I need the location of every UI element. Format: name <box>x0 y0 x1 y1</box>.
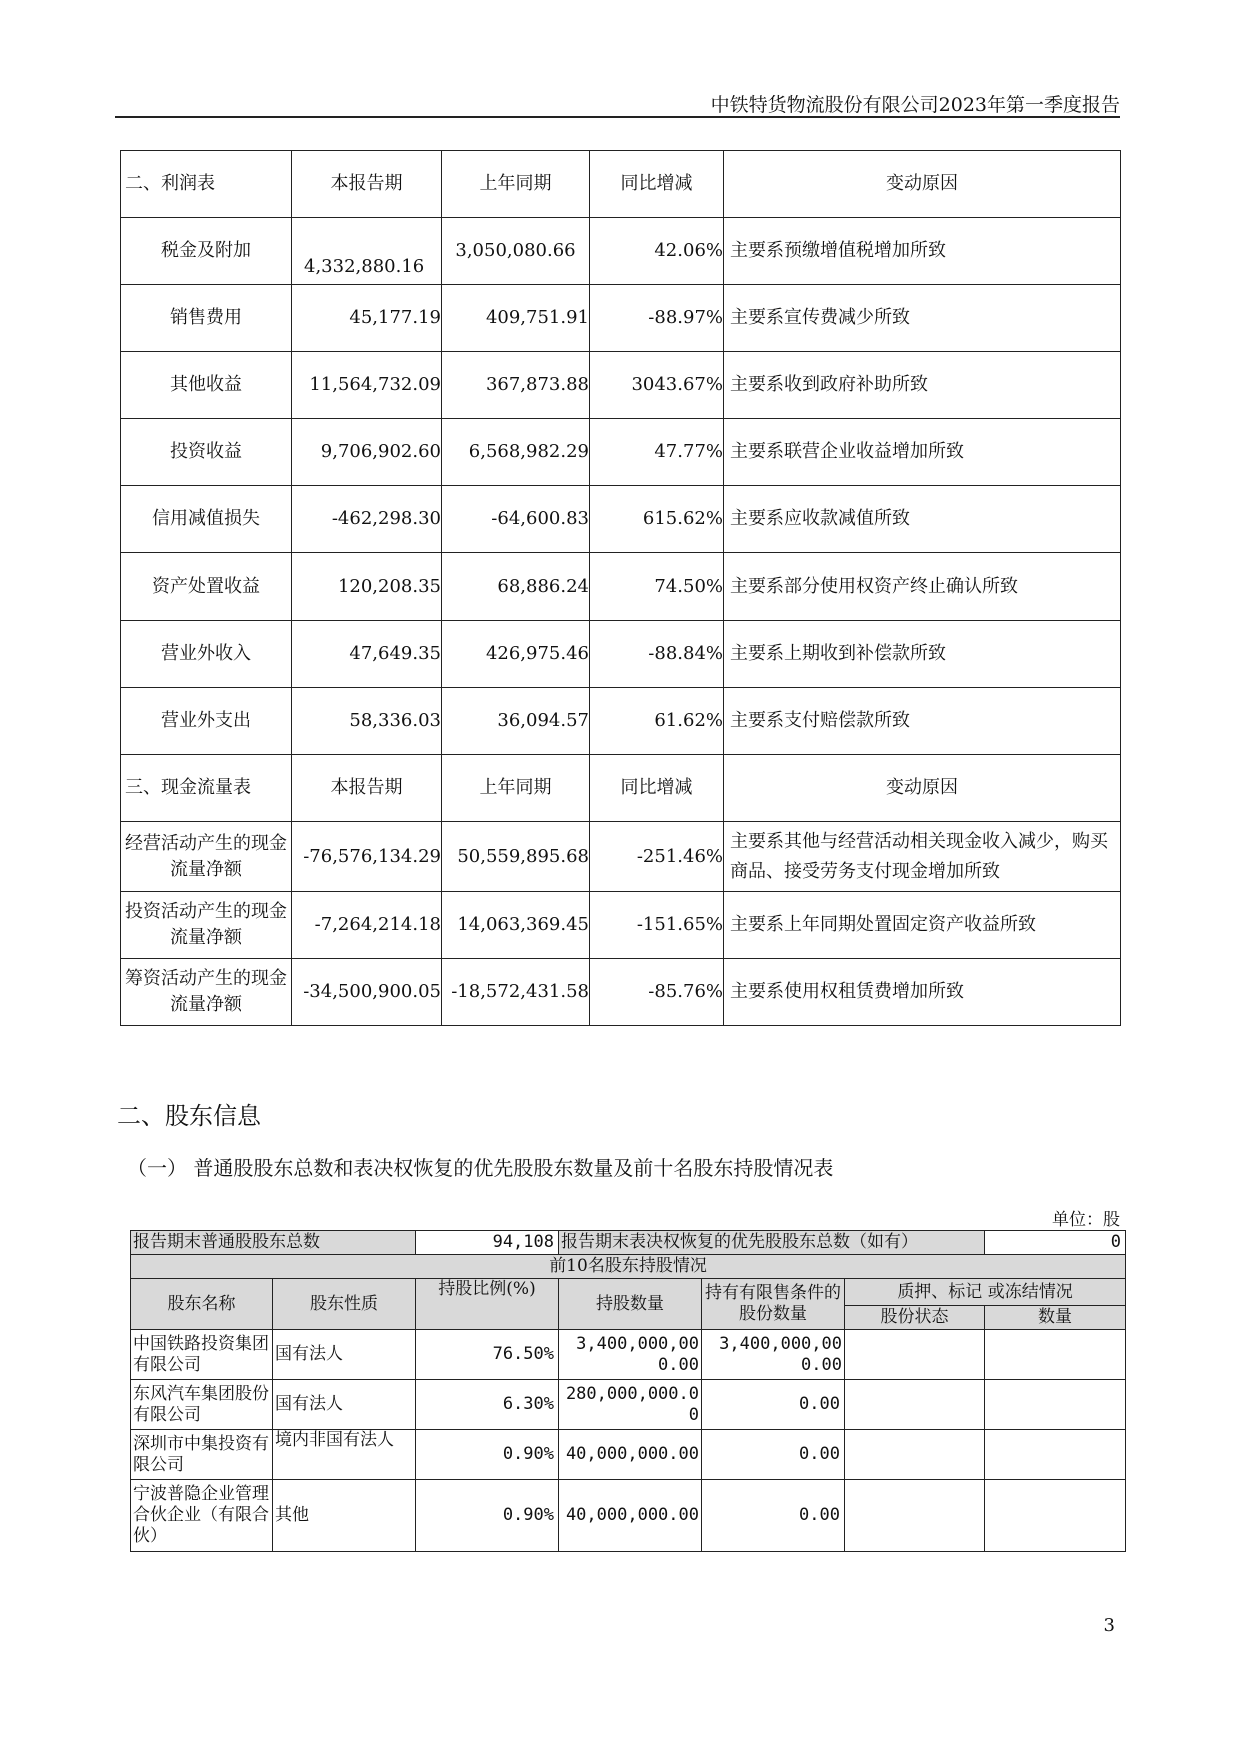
holding-quantity: 3,400,000,000.00 <box>559 1330 702 1380</box>
shareholder-name: 东风汽车集团股份有限公司 <box>131 1380 273 1430</box>
change-value: -251.46% <box>590 822 724 892</box>
change-value: 615.62% <box>590 486 724 553</box>
shareholder-name: 宁波普隐企业管理合伙企业（有限合伙） <box>131 1480 273 1552</box>
change-value: 42.06% <box>590 218 724 285</box>
income-header-row <box>121 151 1121 218</box>
total-shareholders-label: 报告期末普通股股东总数 <box>131 1231 416 1255</box>
holding-ratio: 0.90% <box>416 1480 559 1552</box>
header-cell: 本报告期 <box>292 755 442 822</box>
col-header-amount: 数量 <box>985 1306 1126 1330</box>
col-header-ratio: 持股比例(%) <box>416 1279 559 1330</box>
item-name: 筹资活动产生的现金流量净额 <box>121 959 292 1026</box>
previous-value: 14,063,369.45 <box>442 892 590 959</box>
section-subtitle: （一） 普通股股东总数和表决权恢复的优先股股东数量及前十名股东持股情况表 <box>127 1156 834 1180</box>
change-value: -88.84% <box>590 621 724 688</box>
header-cell: 二、利润表 <box>121 151 292 218</box>
pledge-amount <box>985 1380 1126 1430</box>
top10-title: 前10名股东持股情况 <box>131 1255 1126 1279</box>
change-value: 74.50% <box>590 553 724 621</box>
change-reason: 主要系收到政府补助所致 <box>724 352 1121 419</box>
holding-ratio: 76.50% <box>416 1330 559 1380</box>
table-row <box>121 553 1121 621</box>
previous-value: 426,975.46 <box>442 621 590 688</box>
item-name: 其他收益 <box>121 352 292 419</box>
current-value: 47,649.35 <box>292 621 442 688</box>
pledge-amount <box>985 1330 1126 1380</box>
header-cell: 变动原因 <box>724 755 1121 822</box>
item-name: 信用减值损失 <box>121 486 292 553</box>
shareholder-nature: 国有法人 <box>273 1330 416 1380</box>
table-row <box>121 621 1121 688</box>
previous-value: 50,559,895.68 <box>442 822 590 892</box>
table-row <box>121 892 1121 959</box>
col-header-restricted: 持有有限售条件的股份数量 <box>702 1279 845 1330</box>
current-value: 9,706,902.60 <box>292 419 442 486</box>
change-value: 47.77% <box>590 419 724 486</box>
holding-ratio: 0.90% <box>416 1430 559 1480</box>
table-row <box>121 352 1121 419</box>
header-cell: 同比增减 <box>590 151 724 218</box>
restricted-quantity: 0.00 <box>702 1380 845 1430</box>
cashflow-header-row <box>121 755 1121 822</box>
total-shareholders-value: 94,108 <box>416 1231 559 1255</box>
current-value: -76,576,134.29 <box>292 822 442 892</box>
header-cell: 同比增减 <box>590 755 724 822</box>
income-cashflow-table <box>120 150 1121 1026</box>
summary-row <box>131 1231 1126 1255</box>
item-name: 营业外收入 <box>121 621 292 688</box>
previous-value: -18,572,431.58 <box>442 959 590 1026</box>
current-value: 45,177.19 <box>292 285 442 352</box>
preferred-shareholders-value: 0 <box>985 1231 1126 1255</box>
change-reason: 主要系宣传费减少所致 <box>724 285 1121 352</box>
table-row <box>121 419 1121 486</box>
column-header-row <box>131 1279 1126 1306</box>
table-row <box>121 486 1121 553</box>
change-value: -88.97% <box>590 285 724 352</box>
holding-quantity: 40,000,000.00 <box>559 1430 702 1480</box>
table-row <box>131 1380 1126 1430</box>
change-value: 61.62% <box>590 688 724 755</box>
shareholder-nature: 国有法人 <box>273 1380 416 1430</box>
change-value: -85.76% <box>590 959 724 1026</box>
header-cell: 三、现金流量表 <box>121 755 292 822</box>
change-reason: 主要系部分使用权资产终止确认所致 <box>724 553 1121 621</box>
item-name: 投资收益 <box>121 419 292 486</box>
previous-value: 68,886.24 <box>442 553 590 621</box>
change-value: 3043.67% <box>590 352 724 419</box>
report-title: 中铁特货物流股份有限公司2023年第一季度报告 <box>710 94 1120 116</box>
unit-label: 单位：股 <box>1052 1210 1120 1230</box>
col-header-pledge: 质押、标记 或冻结情况 <box>845 1279 1126 1306</box>
previous-value: 6,568,982.29 <box>442 419 590 486</box>
pledge-amount <box>985 1430 1126 1480</box>
page-number: 3 <box>1103 1615 1115 1636</box>
change-reason: 主要系预缴增值税增加所致 <box>724 218 1121 285</box>
item-name: 投资活动产生的现金流量净额 <box>121 892 292 959</box>
table-row <box>131 1480 1126 1552</box>
shareholder-name: 中国铁路投资集团有限公司 <box>131 1330 273 1380</box>
restricted-quantity: 3,400,000,000.00 <box>702 1330 845 1380</box>
pledge-amount <box>985 1480 1126 1552</box>
shareholder-name: 深圳市中集投资有限公司 <box>131 1430 273 1480</box>
table-row <box>121 688 1121 755</box>
change-reason: 主要系应收款减值所致 <box>724 486 1121 553</box>
table-row <box>121 822 1121 892</box>
change-value: -151.65% <box>590 892 724 959</box>
table-row <box>121 218 1121 285</box>
share-status <box>845 1380 985 1430</box>
share-status <box>845 1480 985 1552</box>
previous-value: -64,600.83 <box>442 486 590 553</box>
current-value: -7,264,214.18 <box>292 892 442 959</box>
share-status <box>845 1430 985 1480</box>
col-header-status: 股份状态 <box>845 1306 985 1330</box>
change-reason: 主要系上年同期处置固定资产收益所致 <box>724 892 1121 959</box>
change-reason: 主要系联营企业收益增加所致 <box>724 419 1121 486</box>
current-value: 11,564,732.09 <box>292 352 442 419</box>
share-status <box>845 1330 985 1380</box>
table-row <box>131 1430 1126 1480</box>
current-value: 58,336.03 <box>292 688 442 755</box>
previous-value: 367,873.88 <box>442 352 590 419</box>
table-row <box>121 285 1121 352</box>
previous-value: 409,751.91 <box>442 285 590 352</box>
shareholder-nature: 境内非国有法人 <box>273 1430 416 1480</box>
page-header <box>115 86 1120 118</box>
header-cell: 上年同期 <box>442 151 590 218</box>
header-cell: 本报告期 <box>292 151 442 218</box>
col-header-nature: 股东性质 <box>273 1279 416 1330</box>
item-name: 税金及附加 <box>121 218 292 285</box>
current-value: -462,298.30 <box>292 486 442 553</box>
change-reason: 主要系支付赔偿款所致 <box>724 688 1121 755</box>
section-title: 二、股东信息 <box>117 1102 261 1130</box>
shareholders-table <box>130 1230 1126 1552</box>
current-value: 4,332,880.16 <box>292 218 442 285</box>
change-reason: 主要系上期收到补偿款所致 <box>724 621 1121 688</box>
restricted-quantity: 0.00 <box>702 1430 845 1480</box>
current-value: 120,208.35 <box>292 553 442 621</box>
holding-quantity: 280,000,000.00 <box>559 1380 702 1430</box>
header-cell: 变动原因 <box>724 151 1121 218</box>
holding-ratio: 6.30% <box>416 1380 559 1430</box>
current-value: -34,500,900.05 <box>292 959 442 1026</box>
item-name: 营业外支出 <box>121 688 292 755</box>
header-cell: 上年同期 <box>442 755 590 822</box>
change-reason: 主要系使用权租赁费增加所致 <box>724 959 1121 1026</box>
table-row <box>131 1330 1126 1380</box>
holding-quantity: 40,000,000.00 <box>559 1480 702 1552</box>
shareholder-nature: 其他 <box>273 1480 416 1552</box>
table-row <box>121 959 1121 1026</box>
change-reason: 主要系其他与经营活动相关现金收入减少，购买商品、接受劳务支付现金增加所致 <box>724 822 1121 892</box>
item-name: 经营活动产生的现金流量净额 <box>121 822 292 892</box>
previous-value: 36,094.57 <box>442 688 590 755</box>
previous-value: 3,050,080.66 <box>442 218 590 285</box>
item-name: 资产处置收益 <box>121 553 292 621</box>
restricted-quantity: 0.00 <box>702 1480 845 1552</box>
col-header-name: 股东名称 <box>131 1279 273 1330</box>
col-header-quantity: 持股数量 <box>559 1279 702 1330</box>
preferred-shareholders-label: 报告期末表决权恢复的优先股股东总数（如有） <box>559 1231 985 1255</box>
item-name: 销售费用 <box>121 285 292 352</box>
top10-title-row <box>131 1255 1126 1279</box>
